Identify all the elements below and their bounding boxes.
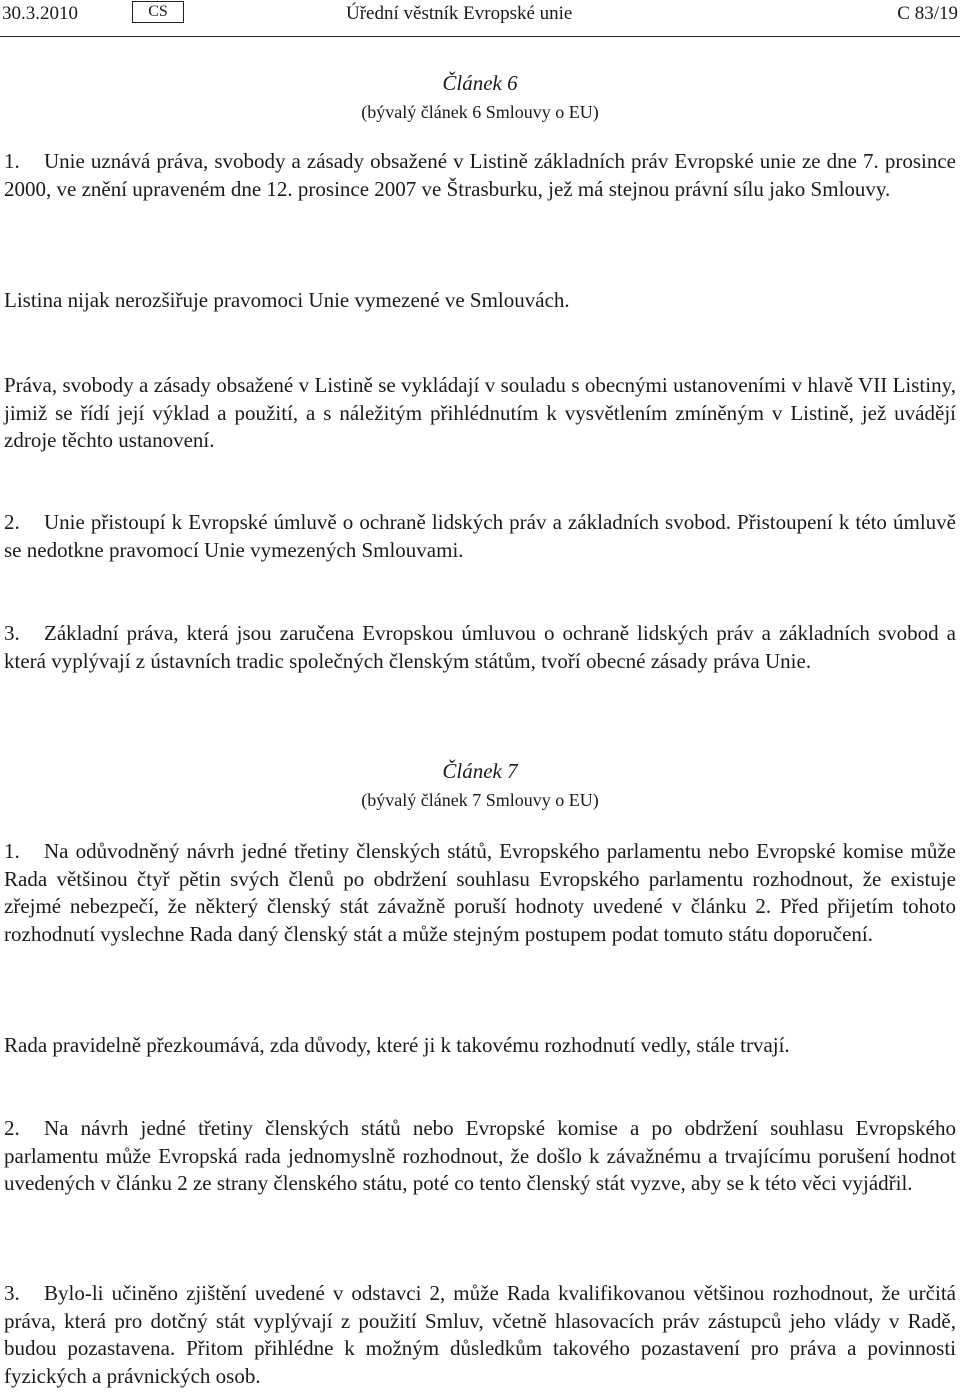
paragraph-number: 3. [4,621,20,645]
paragraph-number: 1. [4,149,20,173]
article-7-subtitle: (bývalý článek 7 Smlouvy o EU) [361,790,599,810]
page-header [0,0,960,37]
journal-title: Úřední věstník Evropské unie [346,3,573,24]
paragraph-number: 2. [4,510,20,534]
paragraph-text: Na návrh jedné třetiny členských států nebo Evropské komise a po obdržení souhlasu Evropského parlamentu může Evropská rada jednomyslně rozhodnout, že došlo k závažnému a trvajícímu porušení hodnot uvedených v článku 2 ze strany členského státu, poté co tento členský stát vyzve, aby se k této věci vyjádřil. [4,1116,956,1195]
paragraph-text: Na odůvodněný návrh jedné třetiny členských států, Evropského parlamentu nebo Evropské komise může Rada většinou čtyř pětin svých členů po obdržení souhlasu Evropského parlamentu rozhodnout, že existuje zřejmé nebezpečí, že některý členský stát závažně poruší hodnoty uvedené v článku 2. Před přijetím tohoto rozhodnutí vyslechne Rada daný členský stát a může stejným postupem podat tomuto státu doporučení. [4,839,956,946]
paragraph-text: Základní práva, která jsou zaručena Evropskou úmluvou o ochraně lidských práv a základních svobod a která vyplývají z ústavních tradic společných členským státům, tvoří obecné zásady práva Unie. [4,621,956,673]
language-badge: CS [132,1,184,23]
article-6-paragraph-2 [4,509,956,564]
article-6-title: Článek 6 [442,71,518,95]
paragraph-text: Unie uznává práva, svobody a zásady obsažené v Listině základních práv Evropské unie ze dne 7. prosince 2000, ve znění upraveném dne 12. prosince 2007 ve Štrasburku, jež má stejnou právní sílu jako Smlouvy. [4,149,956,201]
article-7-paragraph-1 [4,838,956,948]
article-7-paragraph-3 [4,1280,956,1390]
article-6-paragraph-1-c: Práva, svobody a zásady obsažené v Listině se vykládají v souladu s obecnými ustanoveními v hlavě VII Listiny, jimiž se řídí její výklad a použití, a s náležitým přihlédnutím k vysvětlením zmíněným v Listině, jež uvádějí zdroje těchto ustanovení. [4,373,956,452]
article-7-paragraph-1-b: Rada pravidelně přezkoumává, zda důvody, které ji k takovému rozhodnutí vedly, stále trvají. [4,1033,790,1057]
article-7-title: Článek 7 [442,759,518,783]
article-6-paragraph-1-b: Listina nijak nerozšiřuje pravomoci Unie vymezené ve Smlouvách. [4,288,570,312]
article-6-paragraph-1 [4,148,956,203]
article-6-subtitle: (bývalý článek 6 Smlouvy o EU) [361,102,599,122]
paragraph-text: Bylo-li učiněno zjištění uvedené v odstavci 2, může Rada kvalifikovanou většinou rozhodnout, že určitá práva, která pro dotčný stát vyplývají z použití Smluv, včetně hlasovacích práv zástupců jeho vlády v Radě, budou pozastavena. Přitom přihlédne k možným důsledkům takového pozastavení pro práva a povinnosti fyzických a právnických osob. [4,1281,956,1388]
article-6-paragraph-3 [4,620,956,675]
issue-date: 30.3.2010 [2,3,78,24]
article-7-paragraph-2 [4,1115,956,1198]
paragraph-number: 2. [4,1116,20,1140]
paragraph-number: 1. [4,839,20,863]
page-reference: C 83/19 [897,3,958,24]
paragraph-number: 3. [4,1281,20,1305]
paragraph-text: Unie přistoupí k Evropské úmluvě o ochraně lidských práv a základních svobod. Přistoupení k této úmluvě se nedotkne pravomocí Unie vymezených Smlouvami. [4,510,956,562]
